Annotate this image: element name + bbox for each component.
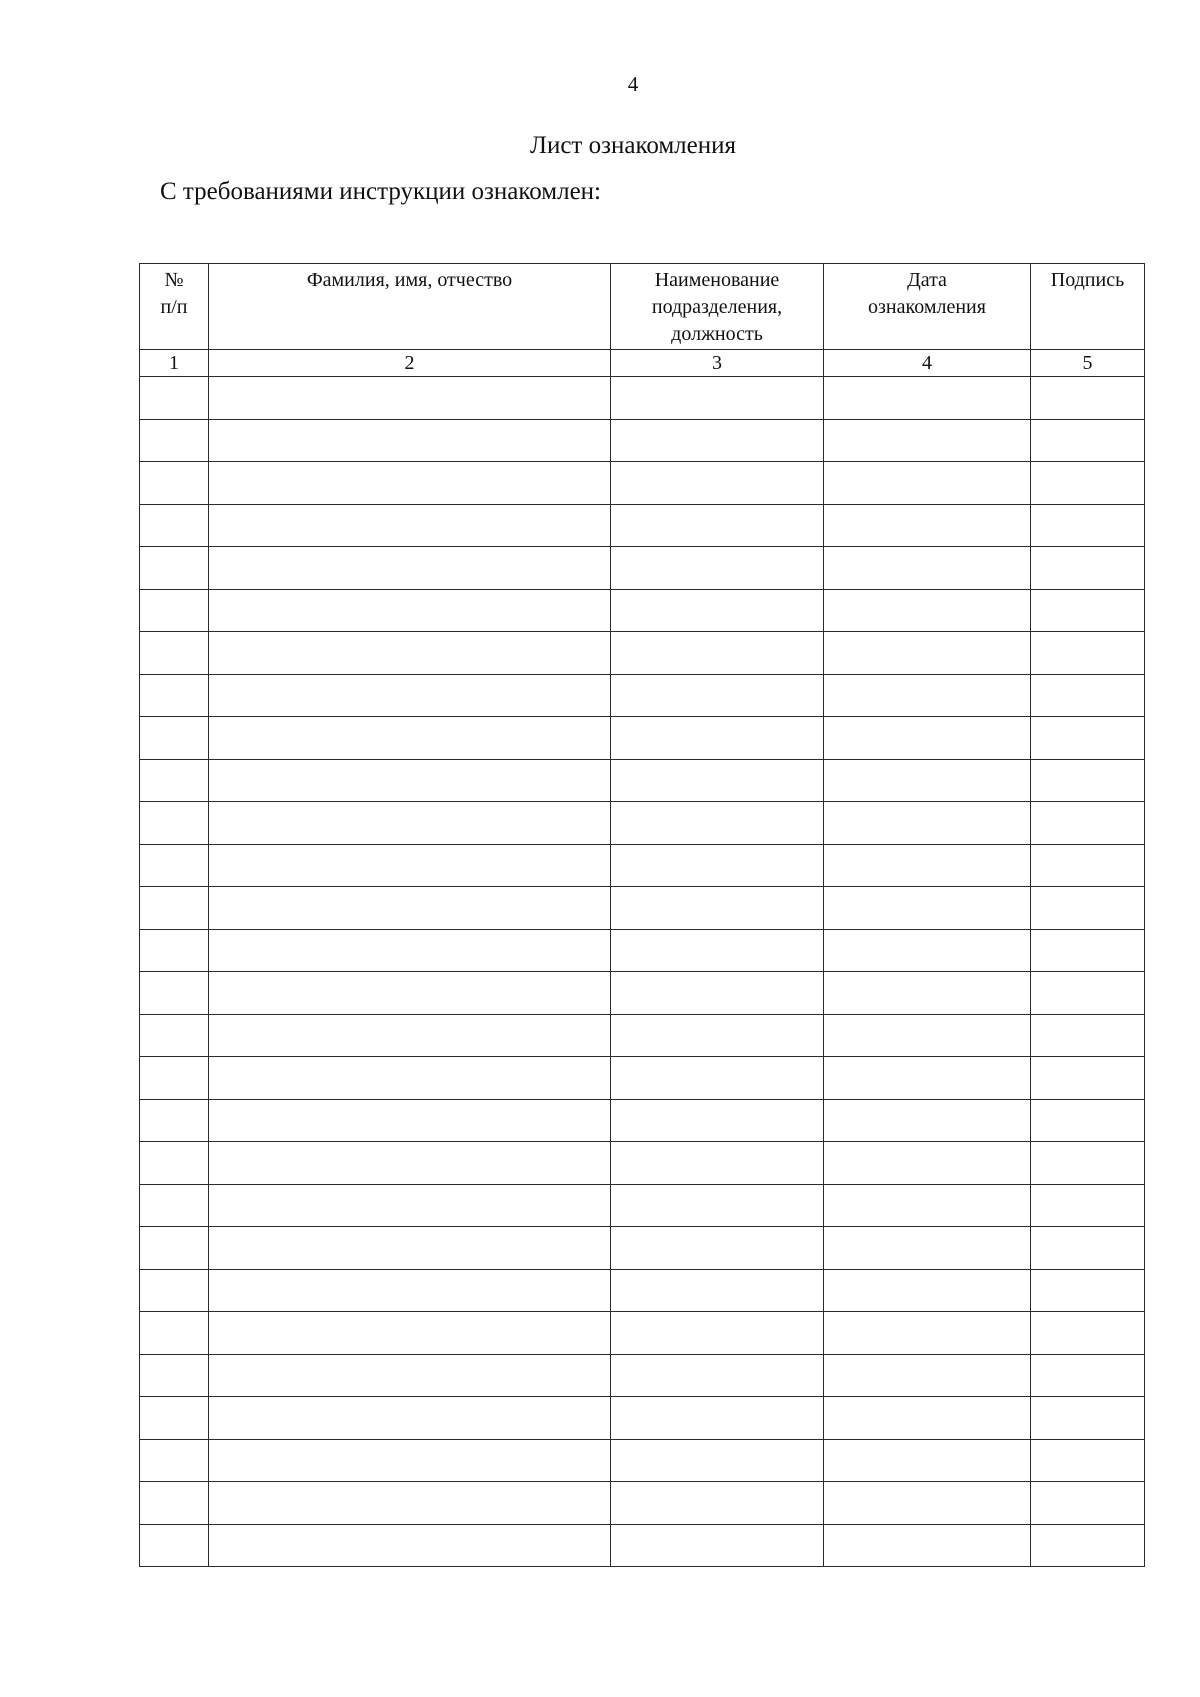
- table-cell: [140, 1482, 209, 1525]
- table-cell: [1031, 929, 1145, 972]
- table-cell: [140, 547, 209, 590]
- header-cell-department-position: Наименование подразделения, должность: [611, 264, 824, 350]
- table-row: [140, 1439, 1145, 1482]
- table-cell: [611, 929, 824, 972]
- table-cell: [824, 929, 1031, 972]
- table-row: [140, 759, 1145, 802]
- table-cell: [140, 1354, 209, 1397]
- table-cell: [611, 1524, 824, 1567]
- table-cell: [140, 1057, 209, 1100]
- table-row: [140, 589, 1145, 632]
- table-row: [140, 1227, 1145, 1270]
- table-cell: [140, 504, 209, 547]
- table-row: [140, 929, 1145, 972]
- table-row: [140, 1057, 1145, 1100]
- table-cell: [209, 377, 611, 420]
- header-cell-number: № п/п: [140, 264, 209, 350]
- table-cell: [1031, 547, 1145, 590]
- table-cell: [140, 1184, 209, 1227]
- table-cell: [824, 972, 1031, 1015]
- table-cell: [209, 1184, 611, 1227]
- table-cell: [140, 844, 209, 887]
- table-cell: [209, 589, 611, 632]
- table-cell: [1031, 759, 1145, 802]
- table-cell: [824, 1142, 1031, 1185]
- table-row: [140, 1354, 1145, 1397]
- table-row: [140, 802, 1145, 845]
- table-row: [140, 1099, 1145, 1142]
- table-cell: [140, 1099, 209, 1142]
- table-cell: [209, 1099, 611, 1142]
- table-cell: [611, 674, 824, 717]
- table-cell: [1031, 1312, 1145, 1355]
- column-number: 3: [611, 350, 824, 377]
- column-number: 5: [1031, 350, 1145, 377]
- table-cell: [1031, 1439, 1145, 1482]
- table-cell: [611, 1014, 824, 1057]
- table-cell: [611, 887, 824, 930]
- table-cell: [209, 844, 611, 887]
- table-cell: [209, 1227, 611, 1270]
- table-cell: [1031, 1057, 1145, 1100]
- table-cell: [140, 632, 209, 675]
- table-cell: [824, 1354, 1031, 1397]
- table-cell: [611, 844, 824, 887]
- table-cell: [209, 1014, 611, 1057]
- table-cell: [1031, 972, 1145, 1015]
- table-cell: [209, 1269, 611, 1312]
- table-cell: [611, 1184, 824, 1227]
- table-cell: [209, 674, 611, 717]
- table-cell: [824, 1312, 1031, 1355]
- table-cell: [824, 1482, 1031, 1525]
- table-cell: [209, 759, 611, 802]
- table-cell: [1031, 802, 1145, 845]
- table-cell: [611, 504, 824, 547]
- table-row: [140, 1184, 1145, 1227]
- table-cell: [1031, 717, 1145, 760]
- table-row: [140, 462, 1145, 505]
- table-cell: [1031, 589, 1145, 632]
- table-cell: [824, 802, 1031, 845]
- table-cell: [824, 1014, 1031, 1057]
- table-cell: [824, 1184, 1031, 1227]
- table-row: [140, 972, 1145, 1015]
- table-cell: [140, 1397, 209, 1440]
- table-cell: [1031, 1099, 1145, 1142]
- page-title: Лист ознакомления: [529, 132, 736, 159]
- table-cell: [611, 1439, 824, 1482]
- table-row: [140, 547, 1145, 590]
- table-cell: [611, 462, 824, 505]
- table-cell: [824, 589, 1031, 632]
- table-cell: [611, 1312, 824, 1355]
- table-cell: [1031, 419, 1145, 462]
- table-cell: [611, 1482, 824, 1525]
- table-cell: [1031, 1014, 1145, 1057]
- table-cell: [209, 504, 611, 547]
- table-cell: [611, 419, 824, 462]
- table-cell: [611, 377, 824, 420]
- table-cell: [140, 1524, 209, 1567]
- column-number-row: [140, 350, 1145, 377]
- table-cell: [611, 1099, 824, 1142]
- table-row: [140, 717, 1145, 760]
- table-row: [140, 1269, 1145, 1312]
- table-cell: [824, 1439, 1031, 1482]
- header-cell-date: Дата ознакомления: [824, 264, 1031, 350]
- table-cell: [1031, 1397, 1145, 1440]
- table-cell: [1031, 462, 1145, 505]
- table-cell: [611, 1057, 824, 1100]
- table-cell: [611, 1354, 824, 1397]
- table-cell: [824, 674, 1031, 717]
- table-row: [140, 1014, 1145, 1057]
- table-cell: [209, 632, 611, 675]
- page-number: 4: [627, 72, 639, 96]
- table-cell: [1031, 844, 1145, 887]
- table-cell: [140, 1014, 209, 1057]
- table-cell: [140, 589, 209, 632]
- table-cell: [611, 759, 824, 802]
- table-cell: [209, 1354, 611, 1397]
- table-cell: [611, 1227, 824, 1270]
- table-cell: [611, 717, 824, 760]
- table-cell: [140, 802, 209, 845]
- table-cell: [140, 419, 209, 462]
- table-cell: [140, 717, 209, 760]
- table-cell: [824, 462, 1031, 505]
- table-cell: [611, 1142, 824, 1185]
- table-cell: [1031, 1524, 1145, 1567]
- table-cell: [140, 1269, 209, 1312]
- table-cell: [1031, 1482, 1145, 1525]
- table-cell: [1031, 1354, 1145, 1397]
- table-cell: [209, 1397, 611, 1440]
- table-cell: [824, 632, 1031, 675]
- column-number: 1: [140, 350, 209, 377]
- table-cell: [824, 887, 1031, 930]
- table-cell: [611, 972, 824, 1015]
- table-cell: [209, 1057, 611, 1100]
- column-number: 4: [824, 350, 1031, 377]
- header-row: [140, 264, 1145, 350]
- table-cell: [140, 674, 209, 717]
- table-cell: [824, 547, 1031, 590]
- table-row: [140, 1482, 1145, 1525]
- table-cell: [209, 972, 611, 1015]
- table-cell: [140, 972, 209, 1015]
- table-cell: [209, 717, 611, 760]
- table-row: [140, 1524, 1145, 1567]
- table-cell: [611, 1397, 824, 1440]
- header-cell-signature: Подпись: [1031, 264, 1145, 350]
- table-cell: [209, 802, 611, 845]
- table-body: [140, 377, 1145, 1567]
- table-cell: [1031, 887, 1145, 930]
- table-cell: [140, 887, 209, 930]
- table-cell: [209, 462, 611, 505]
- table-row: [140, 1397, 1145, 1440]
- table-cell: [140, 759, 209, 802]
- table-cell: [824, 377, 1031, 420]
- table-cell: [140, 1227, 209, 1270]
- table-row: [140, 504, 1145, 547]
- table-cell: [1031, 1269, 1145, 1312]
- table-row: [140, 844, 1145, 887]
- table-cell: [824, 419, 1031, 462]
- table-cell: [1031, 1142, 1145, 1185]
- table-cell: [611, 1269, 824, 1312]
- table-cell: [209, 1482, 611, 1525]
- table-cell: [1031, 674, 1145, 717]
- table-cell: [824, 1524, 1031, 1567]
- table-row: [140, 419, 1145, 462]
- table-cell: [1031, 1227, 1145, 1270]
- table-cell: [209, 1524, 611, 1567]
- table-cell: [209, 1142, 611, 1185]
- table-cell: [1031, 504, 1145, 547]
- table-cell: [824, 1057, 1031, 1100]
- table-cell: [611, 589, 824, 632]
- column-number: 2: [209, 350, 611, 377]
- table-row: [140, 887, 1145, 930]
- table-cell: [209, 547, 611, 590]
- table-cell: [824, 1397, 1031, 1440]
- table-cell: [1031, 1184, 1145, 1227]
- table-cell: [140, 1142, 209, 1185]
- table-row: [140, 674, 1145, 717]
- table-cell: [611, 632, 824, 675]
- table-row: [140, 632, 1145, 675]
- table-row: [140, 1312, 1145, 1355]
- table-cell: [824, 1099, 1031, 1142]
- table-cell: [1031, 632, 1145, 675]
- table-cell: [824, 1227, 1031, 1270]
- table-row: [140, 1142, 1145, 1185]
- table-row: [140, 377, 1145, 420]
- table-cell: [140, 377, 209, 420]
- table-cell: [209, 887, 611, 930]
- table-cell: [824, 759, 1031, 802]
- header-cell-full-name: Фамилия, имя, отчество: [209, 264, 611, 350]
- table-cell: [140, 1439, 209, 1482]
- page-subtitle: С требованиями инструкции ознакомлен:: [160, 178, 602, 205]
- table-cell: [140, 462, 209, 505]
- table-cell: [209, 419, 611, 462]
- table-cell: [824, 844, 1031, 887]
- table-cell: [209, 1312, 611, 1355]
- table-cell: [611, 802, 824, 845]
- table-cell: [209, 1439, 611, 1482]
- table-cell: [1031, 377, 1145, 420]
- acknowledgement-table: [139, 263, 1145, 1567]
- table-cell: [611, 547, 824, 590]
- table-cell: [824, 1269, 1031, 1312]
- table-cell: [140, 1312, 209, 1355]
- table-cell: [824, 717, 1031, 760]
- table-cell: [824, 504, 1031, 547]
- table-cell: [209, 929, 611, 972]
- table-cell: [140, 929, 209, 972]
